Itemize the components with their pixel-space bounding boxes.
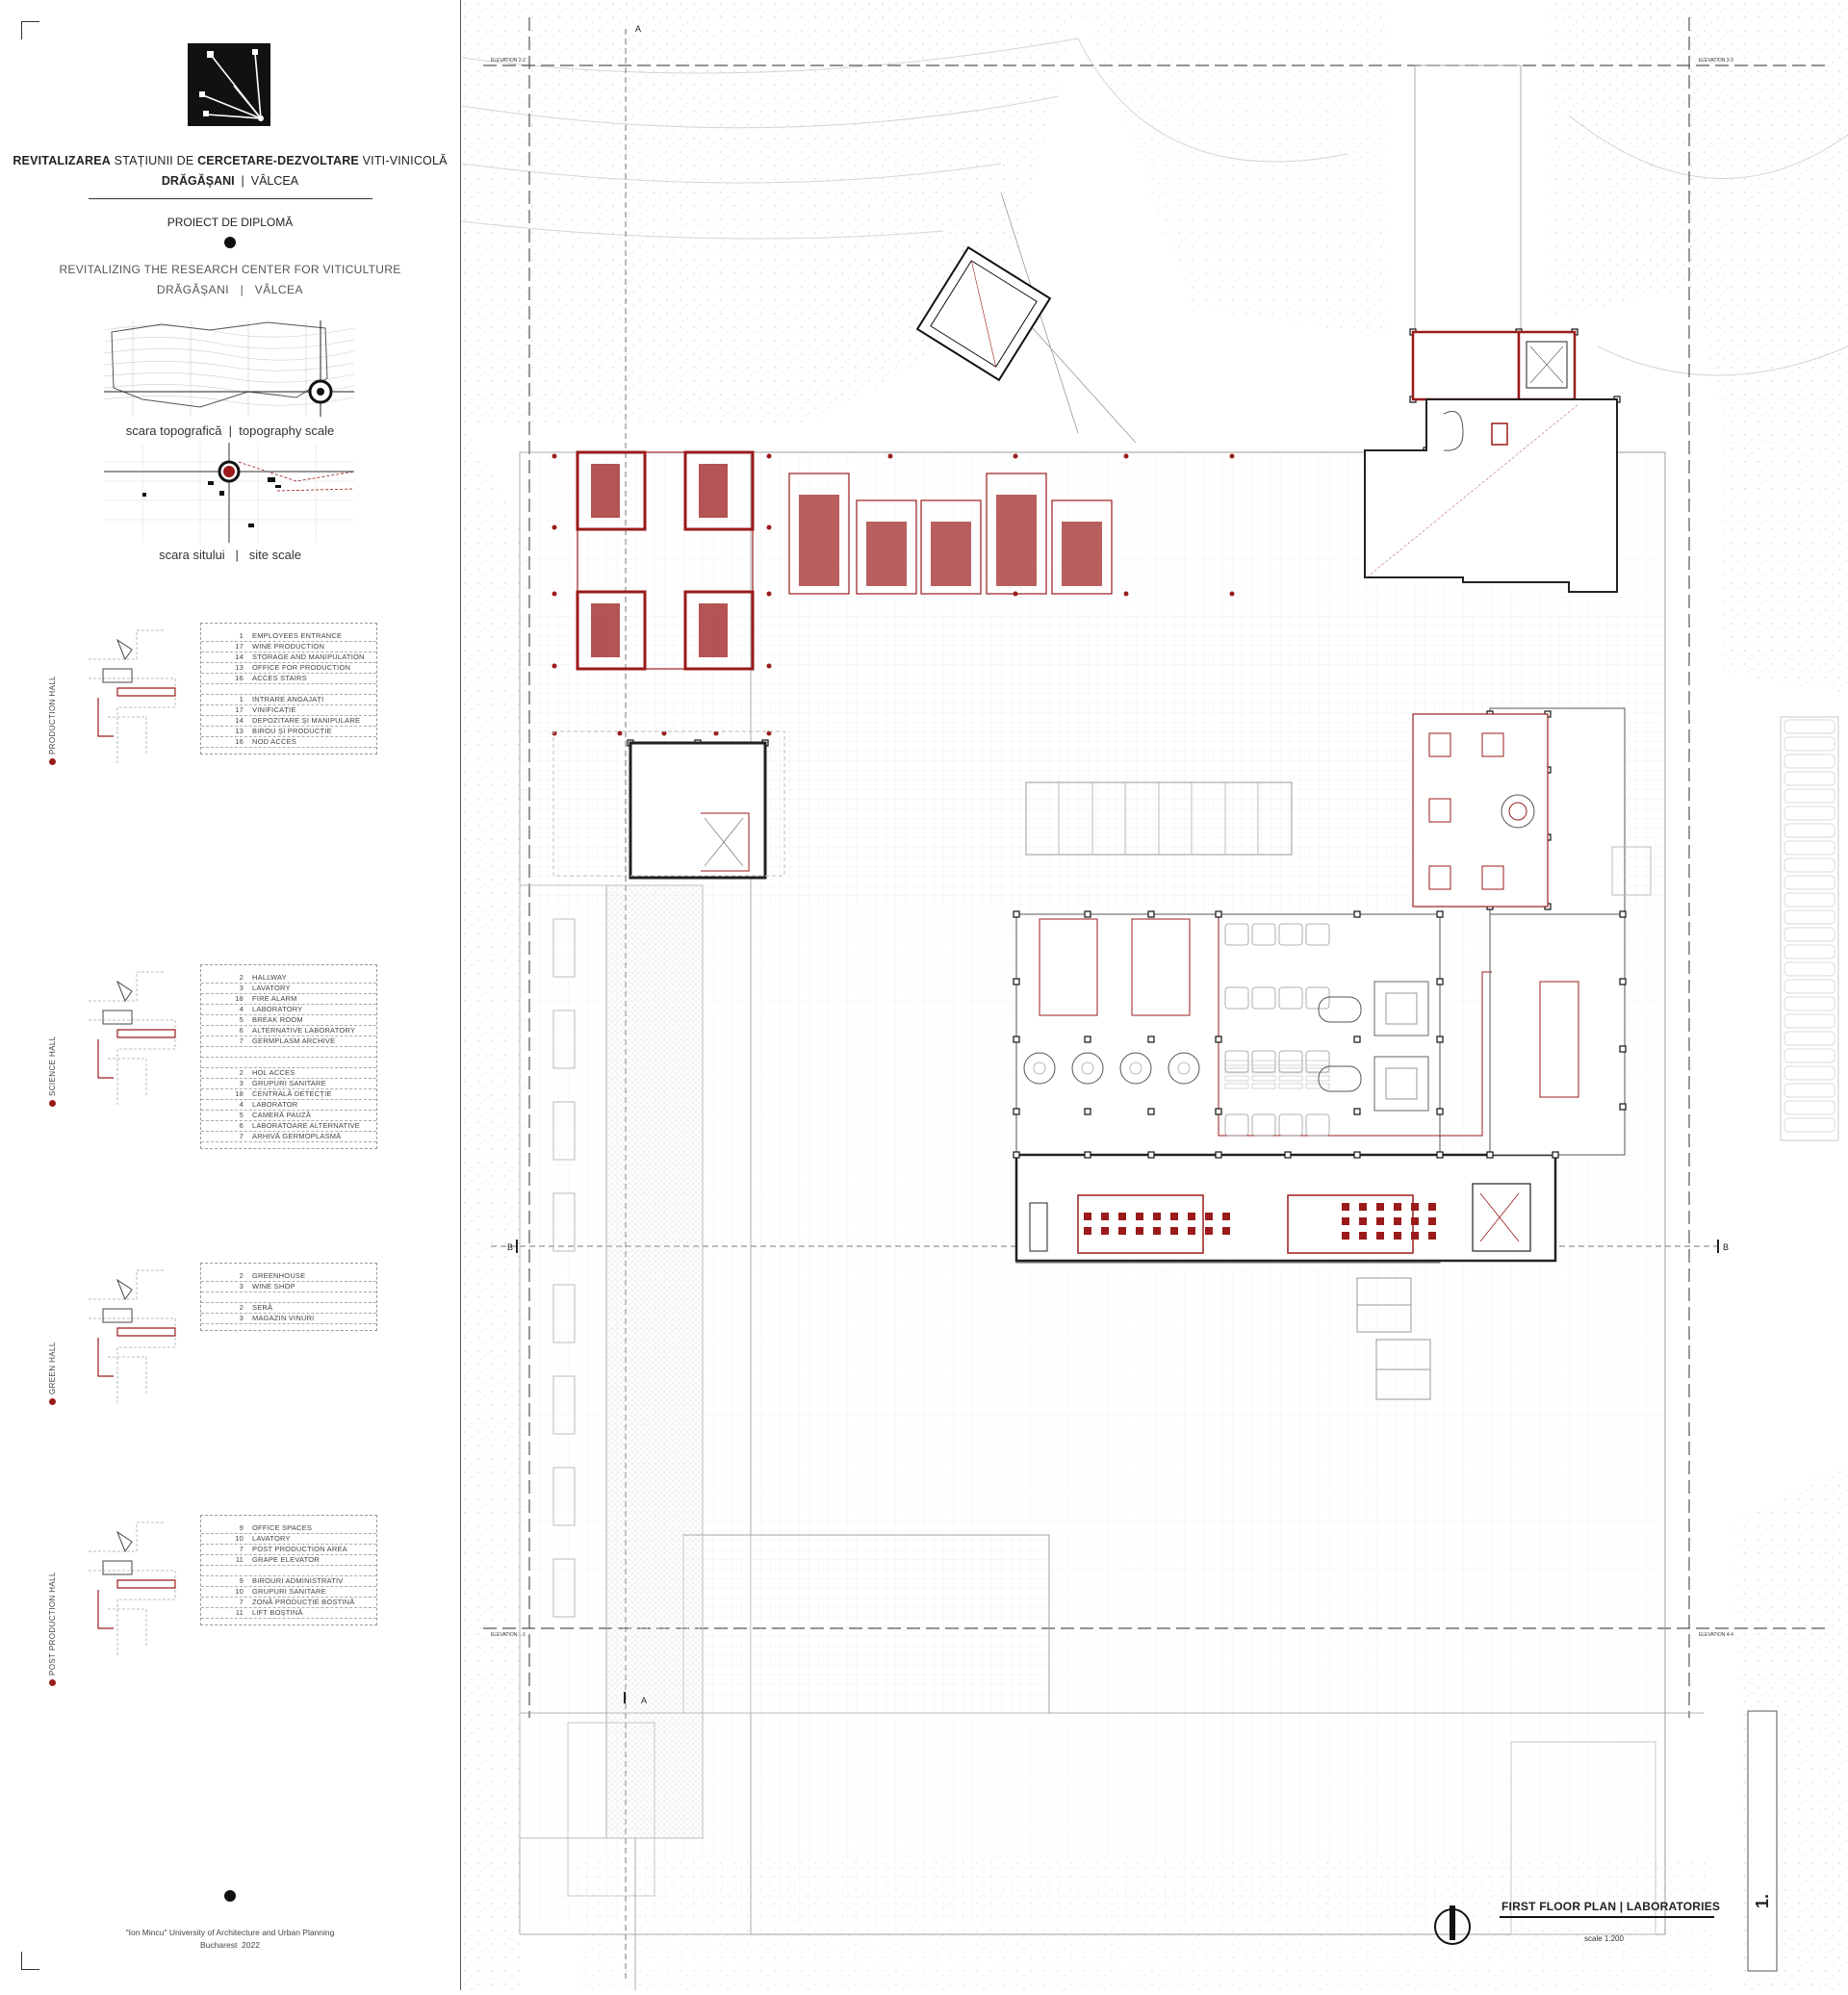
legend-row	[201, 1026, 376, 1036]
english-title: REVITALIZING THE RESEARCH CENTER FOR VITICULTURE	[59, 263, 401, 276]
legend-number: 2	[239, 1068, 244, 1077]
column-dot	[552, 454, 557, 459]
legend-label: WINE SHOP	[252, 1282, 295, 1291]
legend-label: NOD ACCES	[252, 737, 296, 746]
column-dot	[767, 454, 772, 459]
legend-label: WINE PRODUCTION	[252, 642, 325, 651]
column	[1216, 1036, 1221, 1042]
lab-seat	[1205, 1213, 1213, 1220]
lab-seat	[1411, 1203, 1419, 1211]
vine-planter	[996, 495, 1037, 586]
legend-table	[200, 623, 377, 755]
column	[1437, 1036, 1443, 1042]
lab-seat	[1359, 1217, 1367, 1225]
vine-planter	[866, 522, 907, 586]
parking-stall	[1784, 980, 1835, 993]
lab-seat	[1153, 1213, 1161, 1220]
legend-number: 14	[235, 652, 244, 661]
lab-seat	[1118, 1213, 1126, 1220]
legend-number: 3	[239, 1079, 244, 1087]
hall-label-text: POST PRODUCTION HALL	[48, 1572, 57, 1675]
hall-dot-icon	[49, 1398, 56, 1405]
column	[1437, 1152, 1443, 1158]
parking-stall	[1784, 1032, 1835, 1045]
lab-seat	[1411, 1232, 1419, 1240]
legend-number: 9	[239, 1576, 244, 1585]
elevation-label: ELEVATION 1-1	[491, 1632, 526, 1638]
legend-number: 3	[239, 1314, 244, 1322]
lab-seat	[1101, 1213, 1109, 1220]
hall-label-text: SCIENCE HALL	[48, 1036, 57, 1096]
legend-row	[201, 1079, 376, 1089]
lab-seat	[1136, 1227, 1143, 1235]
north-arrow-icon	[1430, 1904, 1475, 1948]
vine-planter	[591, 603, 620, 657]
parking-stall	[1784, 806, 1835, 820]
legend-row	[201, 984, 376, 994]
legend-row	[201, 1303, 376, 1314]
column-dot	[1230, 592, 1235, 597]
bullet-dot	[224, 237, 236, 248]
legend-row	[201, 1271, 376, 1282]
column	[1354, 1152, 1360, 1158]
legend-row	[201, 663, 376, 674]
lab-seat	[1205, 1227, 1213, 1235]
legend-label: HALLWAY	[252, 973, 287, 982]
lab-seat	[1342, 1203, 1349, 1211]
column-dot	[888, 454, 893, 459]
legend-number: 16	[235, 737, 244, 746]
legend-label: OFFICE SPACES	[252, 1523, 313, 1532]
column	[1085, 911, 1091, 917]
column-dot	[1124, 454, 1129, 459]
lab-seat	[1342, 1217, 1349, 1225]
legend-row	[201, 1555, 376, 1566]
legend-row	[201, 1587, 376, 1598]
title-part: | VÂLCEA	[234, 174, 299, 188]
crop-mark	[21, 1952, 39, 1970]
column	[1216, 911, 1221, 917]
parking-area	[1781, 717, 1838, 1140]
legend-table	[200, 1263, 377, 1331]
vine-planter	[699, 464, 728, 518]
legend-label: HOL ACCES	[252, 1068, 295, 1077]
legend-label: LAVATORY	[252, 984, 291, 992]
legend-row	[201, 1282, 376, 1292]
section-mark-a-bottom: A	[641, 1696, 648, 1705]
legend-number: 11	[235, 1555, 244, 1564]
parking-stall	[1784, 910, 1835, 924]
legend-row	[201, 727, 376, 737]
legend-number: 1	[239, 631, 244, 640]
legend-row	[201, 684, 376, 695]
parking-stall	[1784, 824, 1835, 837]
legend-number: 5	[239, 1015, 244, 1024]
lab-seat	[1170, 1227, 1178, 1235]
legend-number: 13	[235, 727, 244, 735]
university-name: "Ion Mincu" University of Architecture and Urban Planning	[125, 1928, 335, 1937]
legend-number: 3	[239, 1282, 244, 1291]
legend-number: 7	[239, 1598, 244, 1606]
lab-seat	[1136, 1213, 1143, 1220]
post-production-block	[1365, 332, 1617, 592]
title-part: REVITALIZAREA	[13, 154, 111, 167]
hall-dot-icon	[49, 1679, 56, 1686]
laboratory-wing	[1413, 714, 1548, 907]
parking-stall	[1784, 1014, 1835, 1028]
legend-row	[201, 652, 376, 663]
legend-row	[201, 1047, 376, 1058]
legend-row	[201, 1100, 376, 1111]
legend-label: GRUPURI SANITARE	[252, 1587, 326, 1596]
section-mark-b-right: B	[1723, 1242, 1730, 1252]
parking-stall	[1784, 737, 1835, 751]
floor-plan-area	[462, 0, 1848, 1990]
elevation-label: ELEVATION 3-3	[1699, 58, 1733, 64]
legend-row	[201, 705, 376, 716]
parking-stalls	[1784, 720, 1835, 1132]
column	[1014, 1109, 1019, 1114]
legend-label: VINIFICAȚIE	[252, 705, 296, 714]
hall-dot-icon	[49, 1100, 56, 1107]
legend-label: LABORATOARE ALTERNATIVE	[252, 1121, 360, 1130]
column-dot	[552, 664, 557, 669]
legend-label: BREAK ROOM	[252, 1015, 303, 1024]
legend-label: FIRE ALARM	[252, 994, 297, 1003]
legend-row	[201, 1545, 376, 1555]
parking-stall	[1784, 997, 1835, 1010]
legend-label: BIROURI ADMINISTRATIV	[252, 1576, 344, 1585]
vine-planter	[931, 522, 971, 586]
parking-stall	[1784, 772, 1835, 785]
lab-seat	[1376, 1217, 1384, 1225]
legend-number: 6	[239, 1026, 244, 1035]
hall-label-text: GREEN HALL	[48, 1342, 57, 1394]
legend-table	[200, 1515, 377, 1625]
legend-row	[201, 737, 376, 748]
hall-label	[48, 676, 57, 765]
lab-seat	[1153, 1227, 1161, 1235]
vine-planter	[799, 495, 839, 586]
lab-seat	[1359, 1232, 1367, 1240]
legend-row	[201, 973, 376, 984]
legend-label: DEPOZITARE ȘI MANIPULARE	[252, 716, 361, 725]
parking-stall	[1784, 893, 1835, 907]
legend-number: 6	[239, 1121, 244, 1130]
legend-number: 2	[239, 1271, 244, 1280]
hall-label	[48, 1572, 57, 1686]
legend-row	[201, 1121, 376, 1132]
legend-row	[201, 1015, 376, 1026]
legend-label: ARHIVĂ GERMOPLASMĂ	[252, 1132, 342, 1140]
column	[1148, 1152, 1154, 1158]
legend-label: STORAGE AND MANIPULATION	[252, 652, 365, 661]
legend-label: CENTRALĂ DETECȚIE	[252, 1089, 332, 1098]
column-dot	[767, 592, 772, 597]
legend-row	[201, 1566, 376, 1576]
legend-label: SERĂ	[252, 1303, 273, 1312]
legend-label: GRUPURI SANITARE	[252, 1079, 326, 1087]
legend-label: MAGAZIN VINURI	[252, 1314, 315, 1322]
lab-seat	[1394, 1232, 1401, 1240]
title-rule	[89, 198, 372, 199]
column	[1148, 911, 1154, 917]
title-part: CERCETARE-DEZVOLTARE	[197, 154, 359, 167]
column	[1620, 911, 1626, 917]
column	[1085, 1152, 1091, 1158]
legend-label: BIROU ȘI PRODUCȚIE	[252, 727, 332, 735]
legend-label: GREENHOUSE	[252, 1271, 306, 1280]
parking-stall	[1784, 841, 1835, 855]
lab-seat	[1188, 1227, 1195, 1235]
parking-stall	[1784, 858, 1835, 872]
mini-plan	[79, 962, 185, 1116]
column	[1354, 911, 1360, 917]
legend-number: 7	[239, 1036, 244, 1045]
legend-row	[201, 1292, 376, 1303]
legend-label: OFFICE FOR PRODUCTION	[252, 663, 351, 672]
title-underline	[1500, 1916, 1714, 1918]
parking-stall	[1784, 1118, 1835, 1132]
column	[1553, 1152, 1558, 1158]
title-part: VITI-VINICOLĂ	[358, 154, 448, 167]
legend-label: INTRARE ANGAJAȚI	[252, 695, 324, 703]
legend-label: LABORATOR	[252, 1100, 298, 1109]
english-location: DRĂGĂȘANI | VÂLCEA	[156, 283, 304, 296]
plan-scale: scale 1:200	[1584, 1934, 1624, 1943]
column-dot	[1124, 592, 1129, 597]
legend-row	[201, 1314, 376, 1324]
lab-seat	[1394, 1203, 1401, 1211]
legend-label: LIFT BOȘTINĂ	[252, 1608, 303, 1617]
legend-row	[201, 1089, 376, 1100]
column	[1014, 1152, 1019, 1158]
legend-row	[201, 1576, 376, 1587]
lab-seat	[1342, 1232, 1349, 1240]
section-mark-b-left: B	[507, 1242, 514, 1252]
column	[1487, 1152, 1493, 1158]
legend-row	[201, 1111, 376, 1121]
column	[1354, 1036, 1360, 1042]
project-logo	[188, 43, 270, 126]
legend-number: 10	[235, 1534, 244, 1543]
section-mark-a-top: A	[635, 24, 642, 34]
parking-stall	[1784, 789, 1835, 803]
legend-number: 17	[235, 705, 244, 714]
lab-seat	[1170, 1213, 1178, 1220]
legend-row	[201, 1598, 376, 1608]
legend-number: 1	[239, 695, 244, 703]
bullet-dot	[224, 1890, 236, 1902]
legend-row	[201, 1036, 376, 1047]
hall-dot-icon	[49, 758, 56, 765]
column	[1216, 1152, 1221, 1158]
title-part: DRĂGĂȘANI	[161, 174, 235, 188]
column-dot	[1014, 454, 1018, 459]
floor-plan-drawing	[462, 0, 1848, 1990]
vine-planter	[591, 464, 620, 518]
mini-plan	[79, 1261, 185, 1415]
legend-number: 3	[239, 984, 244, 992]
column	[1620, 979, 1626, 985]
lab-seat	[1084, 1227, 1091, 1235]
city-year: Bucharest 2022	[200, 1940, 260, 1950]
title-part: STAȚIUNII DE	[111, 154, 198, 167]
legend-row	[201, 1523, 376, 1534]
vine-planter	[1062, 522, 1102, 586]
column	[1014, 979, 1019, 985]
column-dot	[1230, 454, 1235, 459]
lab-seat	[1411, 1217, 1419, 1225]
lab-seat	[1428, 1232, 1436, 1240]
column-dot	[552, 525, 557, 530]
column-dot	[552, 592, 557, 597]
legend-row	[201, 1534, 376, 1545]
legend-number: 4	[239, 1005, 244, 1013]
legend-number: 14	[235, 716, 244, 725]
lab-seat	[1359, 1203, 1367, 1211]
legend-row	[201, 631, 376, 642]
column	[1085, 1109, 1091, 1114]
sheet-number: 1.	[1753, 1893, 1773, 1909]
column	[1216, 1109, 1221, 1114]
legend-row	[201, 1005, 376, 1015]
site-caption: scara sitului | site scale	[159, 548, 301, 562]
lab-seat	[1084, 1213, 1091, 1220]
legend-label: GERMPLASM ARCHIVE	[252, 1036, 336, 1045]
lab-seat	[1376, 1232, 1384, 1240]
legend-row	[201, 994, 376, 1005]
column-dot	[767, 525, 772, 530]
legend-row	[201, 716, 376, 727]
hall-label	[48, 1342, 57, 1405]
column	[1437, 911, 1443, 917]
lab-seat	[1428, 1217, 1436, 1225]
legend-label: ACCES STAIRS	[252, 674, 307, 682]
panel-divider	[460, 0, 461, 1990]
column	[1437, 1109, 1443, 1114]
column-dot	[767, 664, 772, 669]
legend-row	[201, 1132, 376, 1142]
sidebar-panel	[0, 0, 460, 1990]
legend-table	[200, 964, 377, 1149]
column	[1014, 1036, 1019, 1042]
mini-plan	[79, 621, 185, 775]
parking-stall	[1784, 755, 1835, 768]
legend-label: ALTERNATIVE LABORATORY	[252, 1026, 356, 1035]
legend-label: ZONĂ PRODUCȚIE BOȘTINĂ	[252, 1598, 355, 1606]
hall-label	[48, 1036, 57, 1107]
legend-row	[201, 674, 376, 684]
lab-seat	[1101, 1227, 1109, 1235]
mini-plan	[79, 1513, 185, 1667]
parking-stall	[1784, 1066, 1835, 1080]
parking-stall	[1784, 962, 1835, 976]
crop-mark	[21, 21, 39, 39]
parking-stall	[1784, 928, 1835, 941]
legend-number: 18	[235, 1089, 244, 1098]
legend-row	[201, 1068, 376, 1079]
column	[1148, 1109, 1154, 1114]
legend-number: 5	[239, 1111, 244, 1119]
column	[1437, 979, 1443, 985]
column	[1085, 1036, 1091, 1042]
column	[1014, 911, 1019, 917]
legend-label: CAMERĂ PAUZĂ	[252, 1111, 312, 1119]
lab-seat	[1222, 1213, 1230, 1220]
parking-stall	[1784, 876, 1835, 889]
column	[1620, 1104, 1626, 1110]
parking-stall	[1784, 1101, 1835, 1114]
hall-label-text: PRODUCTION HALL	[48, 675, 57, 755]
parking-stall	[1784, 720, 1835, 733]
legend-row	[201, 695, 376, 705]
column	[1148, 1036, 1154, 1042]
lab-seat	[1118, 1227, 1126, 1235]
lab-seat	[1188, 1213, 1195, 1220]
legend-label: POST PRODUCTION AREA	[252, 1545, 347, 1553]
elevation-label: ELEVATION 2-2	[491, 58, 526, 64]
elevation-label: ELEVATION 4-4	[1699, 1632, 1733, 1638]
column-dot	[1014, 592, 1018, 597]
column	[1285, 1152, 1291, 1158]
legend-number: 2	[239, 973, 244, 982]
legend-number: 16	[235, 674, 244, 682]
legend-label: GRAPE ELEVATOR	[252, 1555, 320, 1564]
legend-number: 9	[239, 1523, 244, 1532]
legend-number: 7	[239, 1132, 244, 1140]
legend-label: EMPLOYEES ENTRANCE	[252, 631, 343, 640]
legend-number: 4	[239, 1100, 244, 1109]
lab-seat	[1428, 1203, 1436, 1211]
topography-caption: scara topografică | topography scale	[125, 423, 335, 438]
subtitle: PROIECT DE DIPLOMĂ	[167, 216, 294, 229]
legend-label: LAVATORY	[252, 1534, 291, 1543]
title-line-1	[0, 154, 460, 167]
vine-planter	[699, 603, 728, 657]
parking-stall	[1784, 1084, 1835, 1097]
legend-number: 17	[235, 642, 244, 651]
column	[1620, 1046, 1626, 1052]
legend-number: 2	[239, 1303, 244, 1312]
column	[1354, 1109, 1360, 1114]
legend-row	[201, 642, 376, 652]
legend-number: 13	[235, 663, 244, 672]
legend-number: 7	[239, 1545, 244, 1553]
lab-seat	[1394, 1217, 1401, 1225]
topography-map	[104, 320, 354, 417]
lab-seat	[1376, 1203, 1384, 1211]
legend-number: 10	[235, 1587, 244, 1596]
legend-number: 18	[235, 994, 244, 1003]
parking-stall	[1784, 945, 1835, 959]
legend-label: LABORATORY	[252, 1005, 303, 1013]
lab-seat	[1222, 1227, 1230, 1235]
legend-number: 11	[235, 1608, 244, 1617]
site-map	[104, 443, 354, 543]
legend-row	[201, 1608, 376, 1619]
title-line-2	[0, 174, 460, 188]
parking-stall	[1784, 1049, 1835, 1062]
legend-row	[201, 1058, 376, 1068]
plan-title: FIRST FLOOR PLAN | LABORATORIES	[1502, 1900, 1721, 1913]
